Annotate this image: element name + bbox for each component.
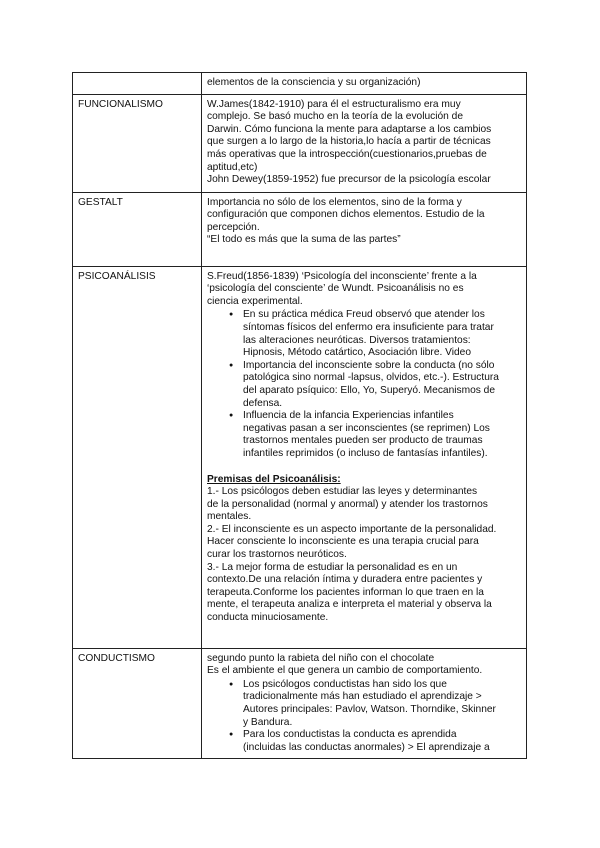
- description-cell: [202, 73, 527, 95]
- text-line: infantiles reprimidos (o incluso de fantasías infantiles).: [243, 447, 488, 459]
- text-line: percepción.: [207, 221, 260, 233]
- term-psicoanalisis: PSICOANÁLISIS: [73, 266, 202, 648]
- bullet-list: [207, 679, 521, 755]
- text-line: 2.- El inconsciente es un aspecto importante de la personalidad.: [207, 523, 497, 535]
- term-cell: [73, 73, 202, 95]
- text-line: terapeuta.Conforme los pacientes informan lo que traen en la: [207, 586, 484, 598]
- text-line: S.Freud(1856-1839) ‘Psicología del inconsciente’ frente a la: [207, 270, 477, 282]
- text-line: las alteraciones neuróticas. Diversos tratamientos:: [243, 334, 471, 346]
- text-line: Darwin. Cómo funciona la mente para adaptarse a los cambios: [207, 123, 492, 135]
- text-line: configuración que componen dichos elementos. Estudio de la: [207, 209, 485, 221]
- text-line: patológica sino normal -lapsus, olvidos, etc.-). Estructura: [243, 372, 499, 384]
- list-item: [243, 410, 521, 460]
- text-line: segundo punto la rabieta del niño con el chocolate: [207, 652, 435, 664]
- text-line: Es el ambiente el que genera un cambio de comportamiento.: [207, 665, 483, 677]
- table-row: [73, 192, 527, 266]
- text-line: contexto.De una relación íntima y duradera entre pacientes y: [207, 574, 483, 586]
- text-line: complejo. Se basó mucho en la teoría de la evolución de: [207, 111, 463, 123]
- premisas-heading: Premisas del Psicoanálisis:: [207, 473, 341, 485]
- text-line: curar los trastornos neuróticos.: [207, 549, 347, 561]
- content-table: [72, 72, 527, 759]
- text-line: que surgen a lo largo de la historia,lo hacía a partir de técnicas: [207, 136, 491, 148]
- text-line: ● Los psicólogos conductistas han sido los que: [243, 678, 447, 690]
- text-line: “El todo es más que la suma de las partes”: [207, 234, 401, 246]
- text-line: ● Para los conductistas la conducta es aprendida: [243, 729, 457, 741]
- text-line: tradicionalmente más han estudiado el aprendizaje >: [243, 691, 482, 703]
- text-line: negativas pasan a ser inconscientes (se reprimen) Los: [243, 422, 490, 434]
- text-line: mente, el terapeuta analiza e interpreta el material y observa la: [207, 599, 492, 611]
- list-item: [243, 360, 521, 410]
- text-line: síntomas físicos del enfermo era insuficiente para tratar: [243, 321, 494, 333]
- term-funcionalismo: FUNCIONALISMO: [73, 94, 202, 192]
- text-line: ‘psicología del consciente’ de Wundt. Psicoanálisis no es: [207, 283, 464, 295]
- table-row: [73, 94, 527, 192]
- text-line: W.James(1842-1910) para él el estructuralismo era muy: [207, 98, 461, 110]
- text-line: aptitud,etc): [207, 161, 258, 173]
- description-cell: [202, 94, 527, 192]
- text-line: 1.- Los psicólogos deben estudiar las leyes y determinantes: [207, 486, 478, 498]
- table-row: [73, 266, 527, 648]
- text-line: 3.- La mejor forma de estudiar la personalidad es en un: [207, 561, 458, 573]
- text-line: Hacer consciente lo inconsciente es una terapia crucial para: [207, 536, 479, 548]
- text-line: ● En su práctica médica Freud observó que atender los: [243, 309, 485, 321]
- text-line: defensa.: [243, 397, 283, 409]
- list-item: [243, 729, 521, 754]
- term-conductismo: CONDUCTISMO: [73, 648, 202, 759]
- text-line: del aparato psíquico: Ello, Yo, Superyó. Mecanismos de: [243, 384, 496, 396]
- text-line: conducta minuciosamente.: [207, 612, 329, 624]
- text-line: ciencia experimental.: [207, 295, 303, 307]
- text-line: ● Influencia de la infancia Experiencias infantiles: [243, 410, 454, 422]
- text-line: Hipnosis, Método catártico, Asociación libre. Video: [243, 347, 472, 359]
- description-cell: [202, 648, 527, 759]
- spacer: [207, 461, 521, 474]
- bullet-list: [207, 309, 521, 460]
- text-line: ● Importancia del inconsciente sobre la conducta (no sólo: [243, 359, 495, 371]
- text-line: mentales.: [207, 511, 252, 523]
- table-row: [73, 648, 527, 759]
- text-line: y Bandura.: [243, 716, 293, 728]
- text-line: Autores principales: Pavlov, Watson. Thorndike, Skinner: [243, 703, 496, 715]
- text-line: (incluidas las conductas anormales) > El aprendizaje a: [243, 741, 490, 753]
- description-cell: [202, 266, 527, 648]
- list-item: [243, 309, 521, 359]
- term-gestalt: GESTALT: [73, 192, 202, 266]
- text-line: elementos de la consciencia y su organización): [207, 77, 421, 88]
- table-row: [73, 73, 527, 95]
- text-line: trastornos mentales pueden ser producto de traumas: [243, 435, 483, 447]
- text-line: John Dewey(1859-1952) fue precursor de la psicología escolar: [207, 174, 491, 186]
- list-item: [243, 679, 521, 729]
- text-line: Importancia no sólo de los elementos, sino de la forma y: [207, 196, 462, 208]
- description-cell: [202, 192, 527, 266]
- text-line: de la personalidad (normal y anormal) y atender los trastornos: [207, 498, 488, 510]
- text-line: más operativas que la introspección(cuestionarios,pruebas de: [207, 148, 487, 160]
